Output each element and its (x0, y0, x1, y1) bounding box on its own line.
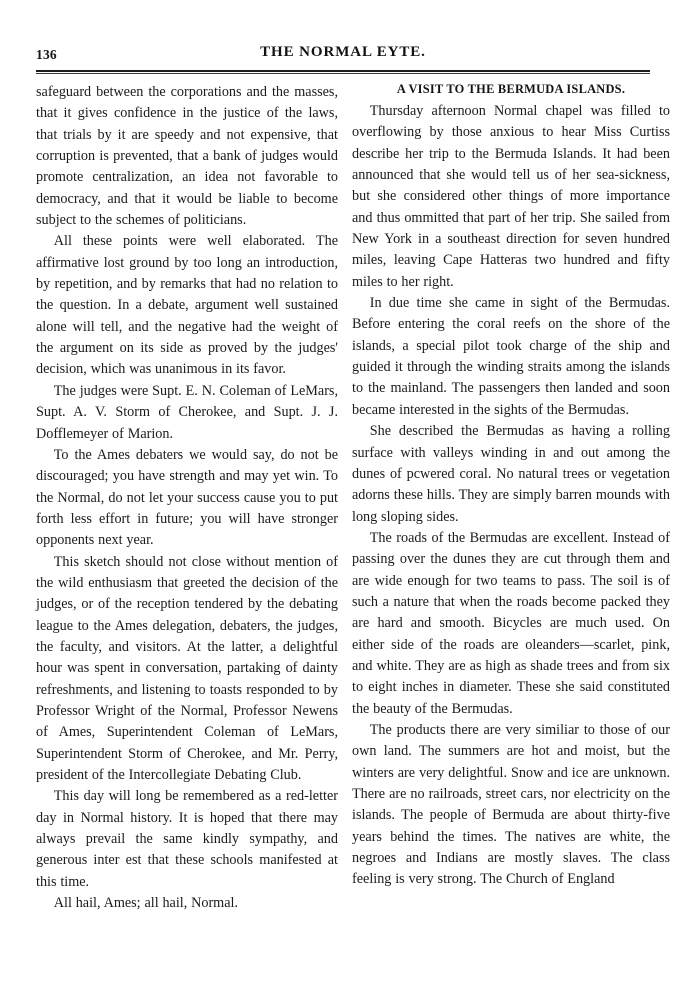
paragraph: To the Ames debaters we would say, do not be discouraged; you have strength and may yet win. To the Normal, do not let your success cause you to put forth less effort in future; you will have stronger opponents next year. (36, 446, 338, 549)
publication-title: THE NORMAL EYTE. (260, 44, 426, 60)
paragraph: Thursday afternoon Normal chapel was filled to overflowing by those anxious to hear Miss Curtiss describe her trip to the Bermuda Islands. It had been announced that she would tell us of her sea-sickness, but she considered other things of more importance and thus ommitted that part of her trip. She sailed from New York in a southeast direction for seven hundred miles, leaving Cape Hatteras two hundred and fifty miles to her right. (352, 103, 670, 290)
header-rule-thick (36, 70, 650, 72)
paragraph: In due time she came in sight of the Bermudas. Before entering the coral reefs on the shore of the islands, a special pilot took charge of the ship and guided it through the winding straits among the islands to the mainland. The passengers then landed and soon became interested in the sights of the Bermudas. (352, 295, 670, 418)
column-left (36, 82, 338, 914)
column-right (352, 82, 670, 891)
header-rule (36, 70, 650, 74)
paragraph: The products there are very similiar to those of our own land. The summers are hot and moist, but the winters are very delightful. Snow and ice are unknown. There are no railroads, street cars, nor electricity on the islands. The people of Bermuda are about thirty-five years behind the times. The natives are white, the negroes and Indians are mostly slaves. The class feeling is very strong. The Church of England (352, 721, 670, 888)
header-rule-thin (36, 73, 650, 74)
page-number: 136 (36, 47, 57, 62)
paragraph: This day will long be remembered as a red-letter day in Normal history. It is hoped that there may always prevail the same kindly sympathy, and generous inter est that these schools manifested at this time. (36, 788, 338, 890)
paragraph: The roads of the Bermudas are excellent. Instead of passing over the dunes they are cut through them and are wide enough for two teams to pass. The soil is of such a nature that when the roads become packed they are hard and smooth. Bicycles are much used. On either side of the roads are oleanders—scarlet, pink, and white. They are as high as shade trees and from six to eight inches in diameter. These she said constituted the beauty of the Bermudas. (352, 529, 670, 717)
running-head (36, 44, 650, 66)
paragraph: All hail, Ames; all hail, Normal. (53, 895, 238, 912)
paragraph: This sketch should not close without mention of the wild enthusiasm that greeted the decision of the judges, or of the reception tendered by the debating league to the Ames delegation, debaters, the judges, the faculty, and visitors. At the latter, a delightful hour was spent in conversation, partaking of dainty refreshments, and listening to toasts responded to by Professor Wright of the Normal, Professor Newens of Ames, Superintendent Coleman of LeMars, Superintendent Storm of Cherokee, and Mr. Perry, president of the Intercollegiate Debating Club. (36, 553, 338, 783)
paragraph: All these points were well elaborated. The affirmative lost ground by too long an introduction, by repetition, and by remarks that had no relation to the question. In a debate, argument well sustained alone will tell, and the negative had the weight of the argument on its side as proved by the judges' decision, which was unanimous in its favor. (36, 233, 338, 378)
paragraph: The judges were Supt. E. N. Coleman of LeMars, Supt. A. V. Storm of Cherokee, and Supt. J. J. Dofflemeyer of Marion. (36, 382, 338, 442)
body-columns (36, 82, 680, 972)
paragraph: She described the Bermudas as having a rolling surface with valleys winding in and out among the dunes of pcwered coral. No natural trees or vegetation adorns these hills. They are simply barren mounds with long sloping sides. (352, 423, 670, 525)
paragraph: safeguard between the corporations and the masses, that it gives confidence in the justice of the laws, that trials by it are speedy and not expensive, that corruption is prevented, that a bank of judges would promote centralization, an idea not favorable to democracy, and that it would be liable to become subject to the schemes of politicians. (36, 84, 338, 229)
article-heading: A VISIT TO THE BERMUDA ISLANDS. (396, 82, 626, 96)
